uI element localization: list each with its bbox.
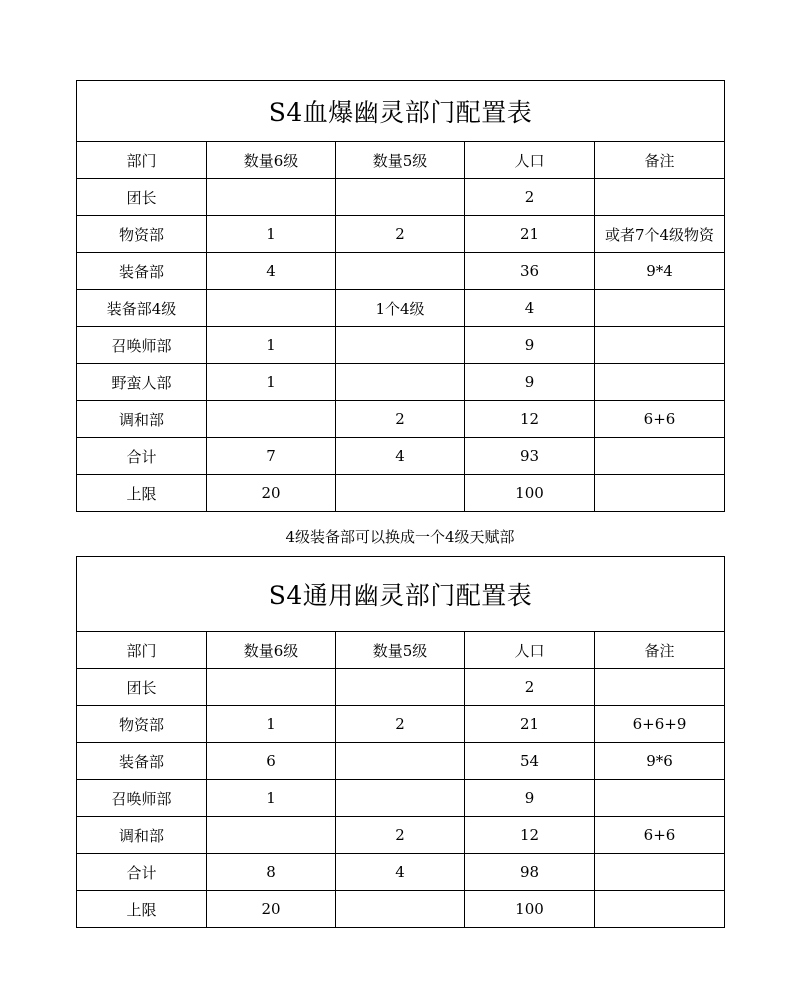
header-cell: 数量6级 xyxy=(207,632,336,669)
table-cell: 12 xyxy=(465,817,595,854)
department-cell: 调和部 xyxy=(77,817,207,854)
table-cell xyxy=(595,179,725,216)
table-cell: 93 xyxy=(465,438,595,475)
table-cell: 100 xyxy=(465,475,595,512)
table-cell xyxy=(207,817,336,854)
header-cell: 人口 xyxy=(465,632,595,669)
table-cell: 4 xyxy=(336,438,465,475)
department-cell: 合计 xyxy=(77,854,207,891)
note-text: 4级装备部可以换成一个4级天赋部 xyxy=(285,528,515,546)
table-cell: 100 xyxy=(465,891,595,928)
table-cell xyxy=(595,669,725,706)
department-cell: 物资部 xyxy=(77,706,207,743)
department-cell: 调和部 xyxy=(77,401,207,438)
table-cell xyxy=(595,891,725,928)
table-cell: 36 xyxy=(465,253,595,290)
table-row xyxy=(77,401,725,438)
table-cell: 54 xyxy=(465,743,595,780)
table-cell xyxy=(336,475,465,512)
config-table-blood-burst xyxy=(76,80,725,512)
table-cell xyxy=(595,438,725,475)
table-row xyxy=(77,743,725,780)
department-cell: 团长 xyxy=(77,179,207,216)
header-cell: 部门 xyxy=(77,142,207,179)
table-cell xyxy=(207,290,336,327)
table-cell xyxy=(207,669,336,706)
table-cell: 1 xyxy=(207,327,336,364)
table-cell: 12 xyxy=(465,401,595,438)
department-cell: 合计 xyxy=(77,438,207,475)
table-cell: 1 xyxy=(207,216,336,253)
table-cell: 1 xyxy=(207,780,336,817)
table-cell: 9*4 xyxy=(595,253,725,290)
department-cell: 召唤师部 xyxy=(77,780,207,817)
table-cell xyxy=(336,780,465,817)
table-cell: 2 xyxy=(465,669,595,706)
table-cell xyxy=(595,854,725,891)
header-cell: 部门 xyxy=(77,632,207,669)
table-cell: 1 xyxy=(207,364,336,401)
table-cell: 1个4级 xyxy=(336,290,465,327)
table-cell: 2 xyxy=(336,817,465,854)
table-cell xyxy=(207,401,336,438)
table-cell: 7 xyxy=(207,438,336,475)
header-row xyxy=(77,142,725,179)
table-cell: 8 xyxy=(207,854,336,891)
department-cell: 装备部 xyxy=(77,743,207,780)
table-row xyxy=(77,891,725,928)
department-cell: 物资部 xyxy=(77,216,207,253)
header-cell: 备注 xyxy=(595,632,725,669)
table-cell: 2 xyxy=(336,401,465,438)
table-cell: 20 xyxy=(207,475,336,512)
department-cell: 上限 xyxy=(77,475,207,512)
table-row xyxy=(77,438,725,475)
table-row xyxy=(77,364,725,401)
table-cell xyxy=(336,743,465,780)
table-cell xyxy=(336,891,465,928)
table-title: S4通用幽灵部门配置表 xyxy=(77,557,725,632)
table-cell xyxy=(595,475,725,512)
table-cell: 2 xyxy=(336,216,465,253)
table-row xyxy=(77,290,725,327)
header-cell: 备注 xyxy=(595,142,725,179)
table-cell: 4 xyxy=(336,854,465,891)
table-cell: 1 xyxy=(207,706,336,743)
department-cell: 野蛮人部 xyxy=(77,364,207,401)
table-cell: 或者7个4级物资 xyxy=(595,216,725,253)
department-cell: 上限 xyxy=(77,891,207,928)
table-cell xyxy=(595,290,725,327)
department-cell: 装备部 xyxy=(77,253,207,290)
table-cell xyxy=(207,179,336,216)
table-row xyxy=(77,669,725,706)
header-cell: 人口 xyxy=(465,142,595,179)
table-row xyxy=(77,817,725,854)
table-row xyxy=(77,475,725,512)
table-row xyxy=(77,780,725,817)
table-cell: 6+6 xyxy=(595,817,725,854)
table-cell: 20 xyxy=(207,891,336,928)
table-cell: 6+6 xyxy=(595,401,725,438)
table-cell xyxy=(595,327,725,364)
department-cell: 团长 xyxy=(77,669,207,706)
department-cell: 召唤师部 xyxy=(77,327,207,364)
table-cell xyxy=(595,780,725,817)
table-cell: 9*6 xyxy=(595,743,725,780)
table-cell: 21 xyxy=(465,706,595,743)
table-row xyxy=(77,706,725,743)
table-row xyxy=(77,327,725,364)
table-row xyxy=(77,854,725,891)
table-cell: 4 xyxy=(207,253,336,290)
table-row xyxy=(77,253,725,290)
table-cell: 6 xyxy=(207,743,336,780)
table-cell: 2 xyxy=(465,179,595,216)
header-cell: 数量6级 xyxy=(207,142,336,179)
table-cell: 21 xyxy=(465,216,595,253)
header-cell: 数量5级 xyxy=(336,142,465,179)
table-row xyxy=(77,216,725,253)
table-cell: 9 xyxy=(465,780,595,817)
table-cell: 98 xyxy=(465,854,595,891)
config-table-general xyxy=(76,556,725,928)
table-cell xyxy=(336,253,465,290)
table-cell: 9 xyxy=(465,364,595,401)
table-row xyxy=(77,179,725,216)
table-cell: 4 xyxy=(465,290,595,327)
table-title: S4血爆幽灵部门配置表 xyxy=(77,81,725,142)
header-row xyxy=(77,632,725,669)
table-cell: 2 xyxy=(336,706,465,743)
table-cell xyxy=(336,669,465,706)
table-cell xyxy=(336,327,465,364)
department-cell: 装备部4级 xyxy=(77,290,207,327)
header-cell: 数量5级 xyxy=(336,632,465,669)
table-cell xyxy=(336,364,465,401)
table-cell xyxy=(595,364,725,401)
table-cell: 6+6+9 xyxy=(595,706,725,743)
table-cell: 9 xyxy=(465,327,595,364)
table-cell xyxy=(336,179,465,216)
